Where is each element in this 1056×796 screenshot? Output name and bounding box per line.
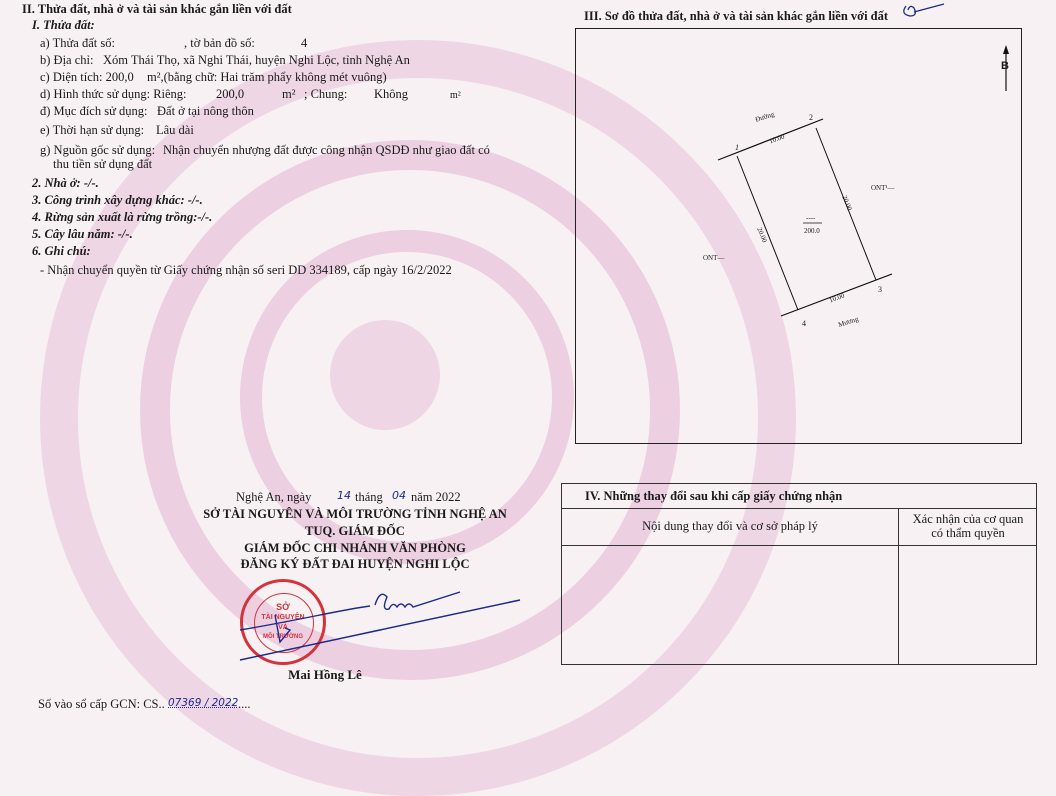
map-sheet-label: , tờ bản đồ số:	[184, 36, 255, 50]
land-plot-diagram	[575, 28, 1022, 444]
area-label: c) Diện tích: 200,0	[40, 70, 134, 84]
seal-line-2: TÀI NGUYÊN	[261, 614, 305, 621]
registry-suffix: ....	[238, 697, 251, 711]
issue-month: 04	[392, 489, 406, 502]
canal-label: Mương	[837, 314, 860, 330]
right-edge-length: 20.00	[840, 194, 854, 212]
address-value: Xóm Thái Thọ, xã Nghi Thái, huyện Nghi Lộc, tỉnh Nghệ An	[103, 53, 410, 67]
plot-drawing	[576, 29, 1023, 445]
changes-table	[561, 483, 1037, 665]
usage-term-label: e) Thời hạn sử dụng:	[40, 123, 145, 137]
point-2-label: 2	[809, 113, 813, 122]
origin-value-line1: Nhận chuyển nhượng đất được công nhận QSDĐ như giao đất có	[163, 143, 490, 157]
private-area-unit: m²	[282, 87, 296, 101]
neighbor-right-label: ONT¹—	[871, 184, 895, 192]
column-divider	[898, 508, 899, 664]
neighbor-left-label: ONT—	[703, 254, 725, 262]
shared-area-label: ; Chung:	[304, 87, 348, 101]
area-parcel-code: ----	[806, 214, 816, 222]
signature-icon	[230, 580, 530, 670]
seal-line-4: MÔI TRƯỜNG	[262, 634, 304, 640]
area-in-words: m²,(bằng chữ: Hai trăm phẩy không mét vuông)	[147, 70, 387, 84]
notes-heading: 6. Ghi chú:	[32, 244, 91, 258]
top-edge-length: 10.00	[768, 132, 786, 146]
usage-purpose-value: Đất ở tại nông thôn	[157, 104, 254, 118]
section-4-title: IV. Những thay đổi sau khi cấp giấy chứng nhận	[585, 489, 843, 503]
origin-label: g) Nguồn gốc sử dụng:	[40, 143, 156, 157]
point-1-label: 1	[735, 143, 739, 152]
area-value: 200.0	[804, 227, 820, 235]
changes-table-header-row	[562, 508, 1036, 546]
initials-mark-icon	[898, 0, 948, 20]
changes-table-title-row	[562, 484, 1036, 509]
planted-forest-item: 4. Rừng sản xuất là rừng trồng:-/-.	[32, 210, 213, 224]
issue-day: 14	[337, 489, 351, 502]
private-area-value: 200,0	[216, 87, 245, 101]
origin-value-line2: thu tiền sử dụng đất	[53, 157, 153, 171]
month-label: tháng	[355, 490, 383, 504]
section-3-title: III. Sơ đồ thửa đất, nhà ở và tài sản khác gắn liền với đất	[584, 9, 889, 23]
registry-number: 07369 / 2022	[168, 697, 239, 709]
notes-value: - Nhận chuyển quyền từ Giấy chứng nhận số seri DD 334189, cấp ngày 16/2/2022	[40, 263, 452, 277]
north-label: B	[1001, 60, 1009, 72]
shared-area-value: Không	[374, 87, 409, 101]
left-edge-length: 20.00	[755, 226, 769, 244]
agency-name: SỞ TÀI NGUYÊN VÀ MÔI TRƯỜNG TỈNH NGHỆ AN	[203, 507, 507, 521]
map-sheet-value: 4	[301, 36, 308, 50]
land-plot-heading: I. Thửa đất:	[32, 18, 95, 32]
column-authority-confirmation-2: có thẩm quyền	[931, 526, 1005, 540]
seal-line-1: SỞ	[276, 602, 290, 612]
section-2-title: II. Thửa đất, nhà ở và tài sản khác gắn liền với đất	[22, 2, 292, 16]
signer-name: Mai Hồng Lê	[288, 667, 362, 682]
point-3-label: 3	[878, 285, 882, 294]
house-item: 2. Nhà ở: -/-.	[32, 176, 99, 190]
director-title: GIÁM ĐỐC CHI NHÁNH VĂN PHÒNG	[244, 541, 466, 555]
column-authority-confirmation-1: Xác nhận của cơ quan	[912, 512, 1024, 526]
usage-term-value: Lâu dài	[156, 123, 194, 137]
plot-number-label: a) Thửa đất số:	[40, 36, 115, 50]
other-construction-item: 3. Công trình xây dựng khác: -/-.	[32, 193, 203, 207]
address-label: b) Địa chỉ:	[40, 53, 94, 67]
usage-form-label: d) Hình thức sử dụng: Riêng:	[40, 87, 187, 101]
perennial-trees-item: 5. Cây lâu năm: -/-.	[32, 227, 133, 241]
usage-purpose-label: đ) Mục đích sử dụng:	[40, 104, 148, 118]
office-name: ĐĂNG KÝ ĐẤT ĐAI HUYỆN NGHI LỘC	[240, 557, 470, 571]
shared-area-unit: m²	[450, 90, 461, 101]
bottom-edge-length: 10.00	[828, 291, 846, 305]
point-4-label: 4	[802, 319, 806, 328]
column-change-content: Nội dung thay đổi và cơ sở pháp lý	[642, 519, 818, 533]
road-label: Đường	[754, 110, 776, 124]
seal-line-3: VÀ	[278, 624, 288, 631]
authority-line: TUQ. GIÁM ĐỐC	[305, 524, 405, 538]
year-label: năm 2022	[411, 490, 461, 504]
registry-label: Số vào sổ cấp GCN: CS..	[38, 697, 165, 711]
issue-date-prefix: Nghệ An, ngày	[236, 490, 312, 504]
